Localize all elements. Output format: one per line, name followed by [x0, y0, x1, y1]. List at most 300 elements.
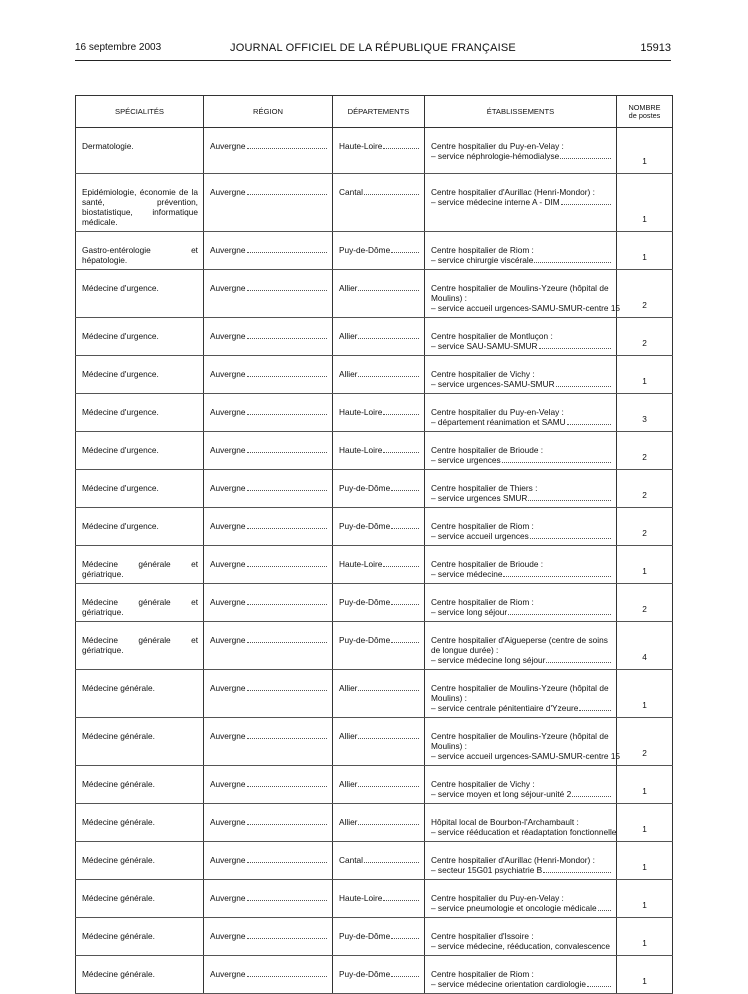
etablissement-name: Centre hospitalier de Brioude :: [431, 445, 611, 455]
departement-text: Haute-Loire: [339, 141, 382, 151]
etablissement-service: – service médecine long séjour: [431, 655, 545, 665]
cell-etablissement: [425, 842, 617, 880]
table-row: [76, 546, 673, 584]
nombre-text: 2: [617, 528, 672, 538]
leader-dots: [247, 370, 327, 377]
cell-departement: [333, 174, 425, 232]
etablissement-service: – service urgences: [431, 455, 501, 465]
specialite-text: Médecine générale.: [76, 842, 203, 869]
region-text: Auvergne: [210, 683, 246, 693]
cell-etablissement: [425, 470, 617, 508]
leader-dots: [358, 732, 419, 739]
specialite-text: Médecine générale.: [76, 804, 203, 831]
leader-dots: [364, 856, 419, 863]
leader-dots: [391, 932, 419, 939]
cell-etablissement: [425, 670, 617, 718]
nombre-text: 3: [617, 414, 672, 424]
cell-region: [204, 356, 333, 394]
departement-text: Puy-de-Dôme: [339, 483, 390, 493]
leader-dots: [587, 980, 611, 987]
publication-date: 16 septembre 2003: [75, 42, 161, 53]
leader-dots: [247, 188, 327, 195]
cell-departement: [333, 918, 425, 956]
nombre-text: 1: [617, 862, 672, 872]
cell-nombre: [617, 232, 673, 270]
table-row: [76, 356, 673, 394]
etablissement-service: – service urgences SMUR: [431, 493, 527, 503]
leader-dots: [358, 370, 419, 377]
etablissement-name: Centre hospitalier de Moulins-Yzeure (hôpital de Moulins) :: [431, 731, 611, 751]
cell-region: [204, 508, 333, 546]
departement-text: Allier: [339, 817, 357, 827]
leader-dots: [247, 818, 327, 825]
region-text: Auvergne: [210, 635, 246, 645]
nombre-text: 1: [617, 156, 672, 166]
cell-etablissement: [425, 270, 617, 318]
cell-specialite: [76, 270, 204, 318]
cell-region: [204, 318, 333, 356]
specialite-text: Médecine générale.: [76, 918, 203, 945]
departement-text: Haute-Loire: [339, 407, 382, 417]
specialite-text: Médecine générale.: [76, 956, 203, 983]
leader-dots: [556, 380, 611, 387]
cell-nombre: [617, 270, 673, 318]
col-header-departements: DÉPARTEMENTS: [333, 96, 425, 128]
region-text: Auvergne: [210, 731, 246, 741]
leader-dots: [247, 598, 327, 605]
etablissement-service: – service pneumologie et oncologie médicale: [431, 903, 597, 913]
cell-specialite: [76, 842, 204, 880]
cell-region: [204, 842, 333, 880]
cell-nombre: [617, 546, 673, 584]
etablissement-service: – service chirurgie viscérale: [431, 255, 533, 265]
region-text: Auvergne: [210, 445, 246, 455]
specialite-text: Médecine d'urgence.: [76, 470, 203, 497]
nombre-text: 1: [617, 376, 672, 386]
leader-dots: [247, 484, 327, 491]
cell-departement: [333, 766, 425, 804]
departement-text: Haute-Loire: [339, 445, 382, 455]
etablissement-name: Centre hospitalier de Moulins-Yzeure (hôpital de Moulins) :: [431, 683, 611, 703]
leader-dots: [247, 560, 327, 567]
cell-region: [204, 584, 333, 622]
cell-region: [204, 470, 333, 508]
leader-dots: [383, 560, 419, 567]
cell-specialite: [76, 622, 204, 670]
cell-etablissement: [425, 432, 617, 470]
cell-departement: [333, 804, 425, 842]
cell-etablissement: [425, 956, 617, 994]
cell-nombre: [617, 670, 673, 718]
etablissement-service: – service accueil urgences-SAMU-SMUR-centre 15: [431, 751, 620, 761]
etablissement-name: Centre hospitalier d'Issoire :: [431, 931, 611, 941]
cell-specialite: [76, 584, 204, 622]
cell-region: [204, 174, 333, 232]
cell-specialite: [76, 546, 204, 584]
departement-text: Puy-de-Dôme: [339, 245, 390, 255]
cell-departement: [333, 546, 425, 584]
cell-departement: [333, 842, 425, 880]
header-rule: [75, 60, 671, 61]
leader-dots: [358, 284, 419, 291]
specialite-text: Epidémiologie, économie de la santé, prévention, biostatistique, informatique médicale.: [76, 174, 203, 231]
region-text: Auvergne: [210, 855, 246, 865]
specialite-text: Médecine générale.: [76, 880, 203, 907]
cell-region: [204, 432, 333, 470]
cell-specialite: [76, 470, 204, 508]
cell-region: [204, 880, 333, 918]
leader-dots: [247, 142, 327, 149]
region-text: Auvergne: [210, 331, 246, 341]
postes-table: [75, 95, 673, 994]
cell-nombre: [617, 356, 673, 394]
etablissement-name: Centre hospitalier de Riom :: [431, 521, 611, 531]
cell-etablissement: [425, 318, 617, 356]
cell-specialite: [76, 128, 204, 174]
cell-nombre: [617, 128, 673, 174]
table-row: [76, 128, 673, 174]
departement-text: Puy-de-Dôme: [339, 635, 390, 645]
departement-text: Cantal: [339, 855, 363, 865]
cell-departement: [333, 356, 425, 394]
departement-text: Haute-Loire: [339, 559, 382, 569]
page-number: 15913: [640, 42, 671, 54]
specialite-text: Médecine d'urgence.: [76, 394, 203, 421]
cell-region: [204, 918, 333, 956]
region-text: Auvergne: [210, 893, 246, 903]
region-text: Auvergne: [210, 521, 246, 531]
etablissement-service: – service SAU-SAMU-SMUR: [431, 341, 538, 351]
cell-specialite: [76, 880, 204, 918]
departement-text: Allier: [339, 731, 357, 741]
cell-departement: [333, 956, 425, 994]
leader-dots: [383, 408, 419, 415]
leader-dots: [247, 856, 327, 863]
nombre-text: 1: [617, 214, 672, 224]
specialite-text: Médecine d'urgence.: [76, 356, 203, 383]
table-row: [76, 718, 673, 766]
col-header-etablissements: ÉTABLISSEMENTS: [425, 96, 617, 128]
cell-nombre: [617, 880, 673, 918]
leader-dots: [502, 456, 611, 463]
cell-etablissement: [425, 718, 617, 766]
table-row: [76, 232, 673, 270]
cell-nombre: [617, 470, 673, 508]
nombre-text: 2: [617, 338, 672, 348]
cell-specialite: [76, 356, 204, 394]
departement-text: Allier: [339, 779, 357, 789]
specialite-text: Dermatologie.: [76, 128, 203, 155]
cell-etablissement: [425, 584, 617, 622]
region-text: Auvergne: [210, 245, 246, 255]
etablissement-service: – secteur 15G01 psychiatrie B: [431, 865, 542, 875]
leader-dots: [247, 732, 327, 739]
cell-specialite: [76, 718, 204, 766]
leader-dots: [567, 418, 611, 425]
specialite-text: Médecine générale.: [76, 718, 203, 745]
cell-etablissement: [425, 766, 617, 804]
table-row: [76, 880, 673, 918]
region-text: Auvergne: [210, 559, 246, 569]
etablissement-service: – service médecine, rééducation, convalescence: [431, 941, 610, 951]
table-row: [76, 394, 673, 432]
cell-region: [204, 128, 333, 174]
departement-text: Allier: [339, 283, 357, 293]
leader-dots: [560, 152, 611, 159]
leader-dots: [572, 790, 611, 797]
cell-etablissement: [425, 880, 617, 918]
specialite-text: Gastro-entérologie et hépatologie.: [76, 232, 203, 269]
leader-dots: [247, 780, 327, 787]
leader-dots: [383, 894, 419, 901]
cell-nombre: [617, 394, 673, 432]
etablissement-service: – service accueil urgences: [431, 531, 529, 541]
cell-nombre: [617, 174, 673, 232]
region-text: Auvergne: [210, 187, 246, 197]
specialite-text: Médecine générale.: [76, 670, 203, 697]
region-text: Auvergne: [210, 141, 246, 151]
cell-departement: [333, 584, 425, 622]
nombre-text: 2: [617, 452, 672, 462]
cell-etablissement: [425, 394, 617, 432]
cell-etablissement: [425, 622, 617, 670]
etablissement-name: Centre hospitalier du Puy-en-Velay :: [431, 893, 611, 903]
etablissement-name: Centre hospitalier de Riom :: [431, 597, 611, 607]
cell-etablissement: [425, 804, 617, 842]
cell-departement: [333, 394, 425, 432]
cell-departement: [333, 670, 425, 718]
departement-text: Allier: [339, 331, 357, 341]
table-row: [76, 318, 673, 356]
leader-dots: [391, 970, 419, 977]
cell-nombre: [617, 318, 673, 356]
leader-dots: [543, 866, 611, 873]
leader-dots: [247, 446, 327, 453]
leader-dots: [561, 198, 611, 205]
cell-region: [204, 394, 333, 432]
region-text: Auvergne: [210, 779, 246, 789]
cell-specialite: [76, 394, 204, 432]
cell-etablissement: [425, 508, 617, 546]
cell-nombre: [617, 584, 673, 622]
leader-dots: [358, 332, 419, 339]
specialite-text: Médecine générale et gériatrique.: [76, 622, 203, 659]
leader-dots: [383, 142, 419, 149]
etablissement-service: – service centrale pénitentiaire d'Yzeure: [431, 703, 578, 713]
etablissement-name: Centre hospitalier de Riom :: [431, 245, 611, 255]
cell-nombre: [617, 432, 673, 470]
nombre-text: 4: [617, 652, 672, 662]
etablissement-service: – service médecine orientation cardiologie: [431, 979, 586, 989]
cell-region: [204, 670, 333, 718]
col-header-nombre: [617, 96, 673, 128]
etablissement-name: Centre hospitalier d'Aurillac (Henri-Mondor) :: [431, 187, 611, 197]
specialite-text: Médecine d'urgence.: [76, 432, 203, 459]
region-text: Auvergne: [210, 407, 246, 417]
table-row: [76, 174, 673, 232]
table-row: [76, 508, 673, 546]
cell-departement: [333, 128, 425, 174]
cell-region: [204, 232, 333, 270]
leader-dots: [539, 342, 612, 349]
nombre-text: 2: [617, 490, 672, 500]
region-text: Auvergne: [210, 817, 246, 827]
leader-dots: [391, 484, 419, 491]
etablissement-name: Centre hospitalier de Moulins-Yzeure (hôpital de Moulins) :: [431, 283, 611, 303]
leader-dots: [358, 780, 419, 787]
table-row: [76, 270, 673, 318]
leader-dots: [391, 598, 419, 605]
table-row: [76, 622, 673, 670]
table-row: [76, 432, 673, 470]
cell-nombre: [617, 842, 673, 880]
cell-departement: [333, 232, 425, 270]
region-text: Auvergne: [210, 283, 246, 293]
specialite-text: Médecine d'urgence.: [76, 318, 203, 345]
region-text: Auvergne: [210, 969, 246, 979]
cell-etablissement: [425, 128, 617, 174]
etablissement-service: – département réanimation et SAMU: [431, 417, 566, 427]
table-row: [76, 470, 673, 508]
leader-dots: [528, 494, 611, 501]
cell-region: [204, 718, 333, 766]
region-text: Auvergne: [210, 597, 246, 607]
departement-text: Puy-de-Dôme: [339, 521, 390, 531]
table-row: [76, 670, 673, 718]
leader-dots: [391, 522, 419, 529]
leader-dots: [247, 284, 327, 291]
cell-specialite: [76, 918, 204, 956]
cell-region: [204, 270, 333, 318]
col-header-specialites: SPÉCIALITÉS: [76, 96, 204, 128]
cell-etablissement: [425, 918, 617, 956]
cell-specialite: [76, 432, 204, 470]
leader-dots: [383, 446, 419, 453]
cell-region: [204, 622, 333, 670]
nombre-text: 2: [617, 604, 672, 614]
etablissement-name: Centre hospitalier de Thiers :: [431, 483, 611, 493]
cell-specialite: [76, 318, 204, 356]
leader-dots: [247, 970, 327, 977]
nombre-text: 1: [617, 938, 672, 948]
table-row: [76, 842, 673, 880]
departement-text: Allier: [339, 683, 357, 693]
etablissement-name: Centre hospitalier de Brioude :: [431, 559, 611, 569]
leader-dots: [247, 932, 327, 939]
leader-dots: [247, 894, 327, 901]
nombre-text: 1: [617, 566, 672, 576]
leader-dots: [579, 704, 611, 711]
cell-departement: [333, 880, 425, 918]
cell-departement: [333, 622, 425, 670]
cell-nombre: [617, 622, 673, 670]
table-row: [76, 918, 673, 956]
col-header-nombre-line2: de postes: [617, 112, 672, 120]
col-header-nombre-line1: NOMBRE: [617, 104, 672, 112]
nombre-text: 2: [617, 748, 672, 758]
etablissement-service: – service accueil urgences-SAMU-SMUR-centre 15: [431, 303, 620, 313]
etablissement-service: – service rééducation et réadaptation fonctionnelle: [431, 827, 616, 837]
cell-region: [204, 956, 333, 994]
etablissement-name: Centre hospitalier du Puy-en-Velay :: [431, 141, 611, 151]
etablissement-service: – service médecine: [431, 569, 502, 579]
leader-dots: [364, 188, 419, 195]
leader-dots: [508, 608, 611, 615]
specialite-text: Médecine générale et gériatrique.: [76, 584, 203, 621]
table-row: [76, 584, 673, 622]
leader-dots: [247, 408, 327, 415]
cell-etablissement: [425, 356, 617, 394]
journal-title: JOURNAL OFFICIEL DE LA RÉPUBLIQUE FRANÇAISE: [75, 42, 671, 54]
etablissement-name: Centre hospitalier du Puy-en-Velay :: [431, 407, 611, 417]
etablissement-name: Centre hospitalier d'Aigueperse (centre de soins de longue durée) :: [431, 635, 611, 655]
leader-dots: [530, 532, 611, 539]
table-header-row: [76, 96, 673, 128]
region-text: Auvergne: [210, 931, 246, 941]
table-row: [76, 804, 673, 842]
cell-specialite: [76, 174, 204, 232]
cell-departement: [333, 318, 425, 356]
etablissement-name: Centre hospitalier d'Aurillac (Henri-Mondor) :: [431, 855, 611, 865]
specialite-text: Médecine générale.: [76, 766, 203, 793]
nombre-text: 1: [617, 786, 672, 796]
cell-specialite: [76, 508, 204, 546]
etablissement-name: Hôpital local de Bourbon-l'Archambault :: [431, 817, 611, 827]
departement-text: Puy-de-Dôme: [339, 969, 390, 979]
cell-specialite: [76, 956, 204, 994]
etablissement-service: – service moyen et long séjour-unité 2: [431, 789, 571, 799]
departement-text: Puy-de-Dôme: [339, 931, 390, 941]
table-row: [76, 956, 673, 994]
cell-region: [204, 546, 333, 584]
region-text: Auvergne: [210, 369, 246, 379]
etablissement-name: Centre hospitalier de Riom :: [431, 969, 611, 979]
region-text: Auvergne: [210, 483, 246, 493]
nombre-text: 1: [617, 252, 672, 262]
cell-departement: [333, 270, 425, 318]
leader-dots: [546, 656, 611, 663]
departement-text: Puy-de-Dôme: [339, 597, 390, 607]
leader-dots: [358, 684, 419, 691]
leader-dots: [503, 570, 611, 577]
etablissement-service: – service long séjour: [431, 607, 507, 617]
etablissement-name: Centre hospitalier de Montluçon :: [431, 331, 611, 341]
col-header-region: RÉGION: [204, 96, 333, 128]
leader-dots: [247, 636, 327, 643]
nombre-text: 1: [617, 900, 672, 910]
cell-etablissement: [425, 546, 617, 584]
leader-dots: [534, 256, 611, 263]
nombre-text: 1: [617, 700, 672, 710]
specialite-text: Médecine générale et gériatrique.: [76, 546, 203, 583]
cell-specialite: [76, 804, 204, 842]
cell-nombre: [617, 956, 673, 994]
leader-dots: [247, 684, 327, 691]
departement-text: Cantal: [339, 187, 363, 197]
departement-text: Allier: [339, 369, 357, 379]
leader-dots: [391, 636, 419, 643]
nombre-text: 1: [617, 976, 672, 986]
cell-nombre: [617, 718, 673, 766]
nombre-text: 2: [617, 300, 672, 310]
etablissement-service: – service médecine interne A - DIM: [431, 197, 560, 207]
leader-dots: [358, 818, 419, 825]
cell-departement: [333, 508, 425, 546]
etablissement-service: – service urgences-SAMU-SMUR: [431, 379, 555, 389]
cell-nombre: [617, 918, 673, 956]
cell-nombre: [617, 804, 673, 842]
departement-text: Haute-Loire: [339, 893, 382, 903]
